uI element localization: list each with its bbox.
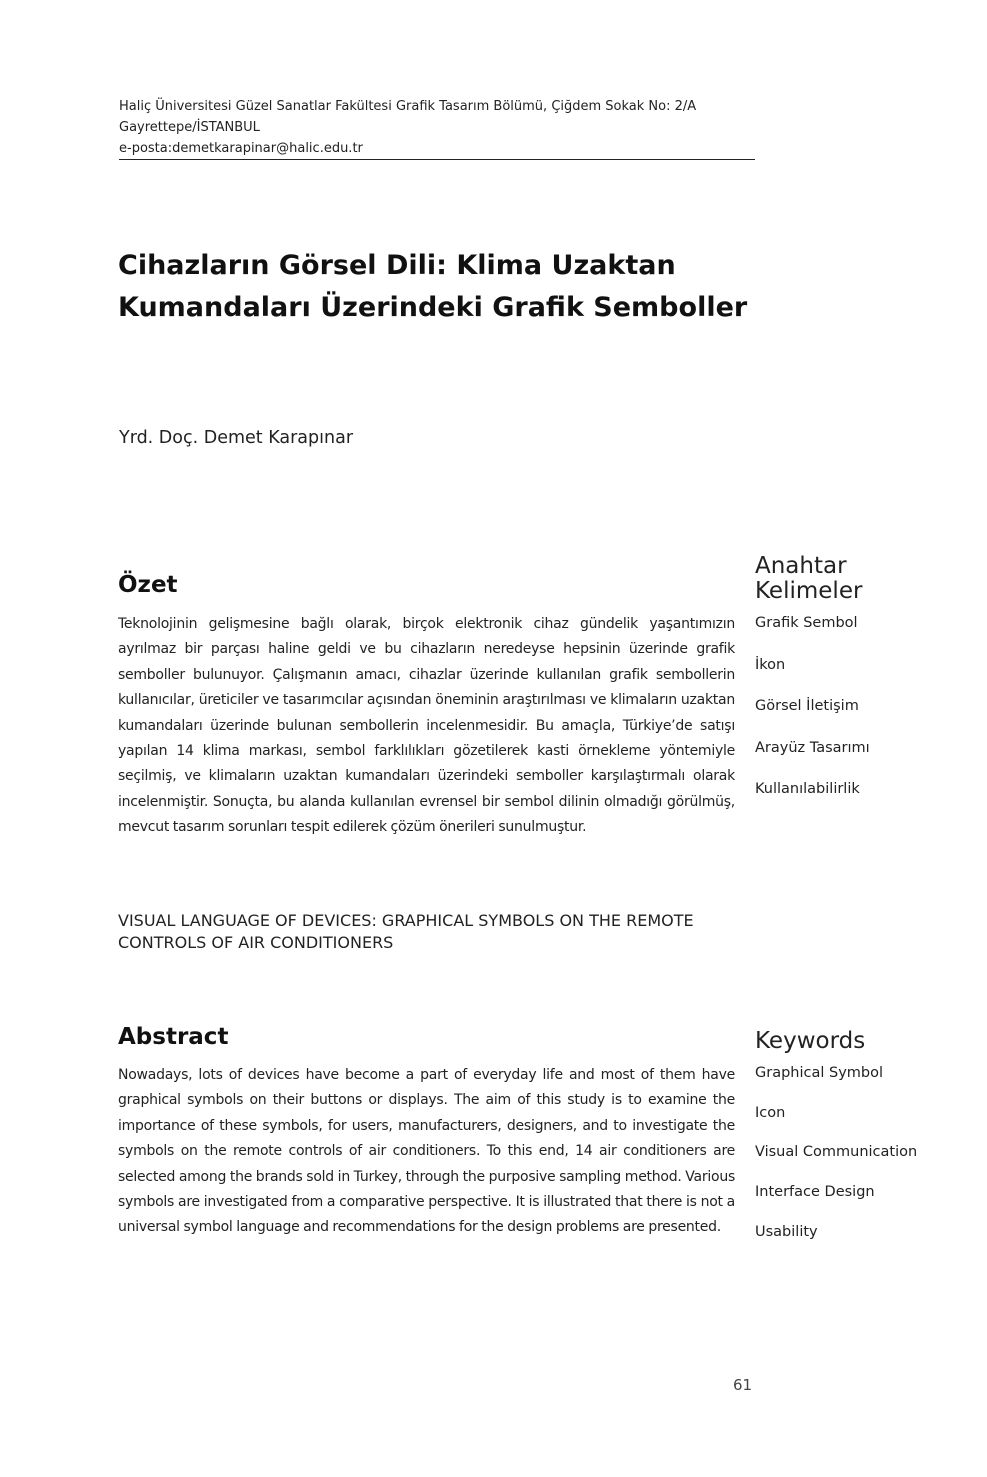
affiliation-line: Gayrettepe/İSTANBUL	[119, 120, 260, 135]
keyword-item: Kullanılabilirlik	[755, 781, 860, 798]
keyword-item: Grafik Sembol	[755, 615, 858, 631]
keyword-item: Arayüz Tasarımı	[755, 739, 870, 756]
keyword-item: Icon	[755, 1104, 786, 1121]
english-title	[118, 910, 758, 954]
paper-title	[118, 245, 838, 329]
paper-title-line: Cihazların Görsel Dili: Klima Uzaktan	[118, 250, 676, 281]
keywords-heading: Keywords	[755, 1028, 866, 1054]
keyword-item: Graphical Symbol	[755, 1065, 884, 1081]
affiliation-line: Haliç Üniversitesi Güzel Sanatlar Fakültesi Grafik Tasarım Bölümü, Çiğdem Sokak No: 2/A	[119, 99, 697, 114]
affiliation-email: e-posta:demetkarapinar@halic.edu.tr	[119, 141, 363, 156]
page-number: 61	[733, 1376, 753, 1394]
keyword-item: Interface Design	[755, 1184, 875, 1201]
header-divider	[119, 159, 755, 160]
english-title-line: VISUAL LANGUAGE OF DEVICES: GRAPHICAL SYMBOLS ON THE REMOTE	[118, 911, 694, 930]
ozet-text: Teknolojinin gelişmesine bağlı olarak, birçok elektronik cihaz gündelik yaşantımızın ayrılmaz bir parçası haline geldi ve bu cihazların neredeyse hepsinin üzerinde grafik semboller bulunuyor. Çalışmanın amacı, cihazlar üzerinde kullanılan grafik sembollerin kullanıcılar, üreticiler ve tasarımcılar açısından öneminin araştırılması ve klimaların uzaktan kumandaları üzerinde bulunan sembollerin incelenmesidir. Bu amaçla, Türkiye’de satışı yapılan 14 klima markası, sembol farklılıkları gözetilerek kasti örnekleme yöntemiyle seçilmiş, ve klimaların uzaktan kumandaları üzerindeki semboller karşılaştırmalı olarak incelenmiştir. Sonuçta, bu alanda kullanılan evrensel bir sembol dilinin olmadığı görülmüş, mevcut tasarım sorunları tespit edilerek çözüm önerileri sunulmuştur.	[118, 616, 735, 836]
keyword-item: Görsel İletişim	[755, 698, 859, 715]
author-name: Yrd. Doç. Demet Karapınar	[119, 428, 354, 448]
keyword-item: Usability	[755, 1223, 818, 1240]
keyword-item: İkon	[755, 656, 786, 673]
anahtar-heading-line: Kelimeler	[755, 578, 863, 604]
keywords-list	[755, 1065, 917, 1263]
ozet-heading: Özet	[118, 572, 178, 598]
abstract-text: Nowadays, lots of devices have become a part of everyday life and most of them have graphical symbols on their buttons or displays. The aim of this study is to examine the importance of these symbols, for users, manufacturers, designers, and to investigate the symbols on the remote controls of air conditioners. To this end, 14 air conditioners are selected among the brands sold in Turkey, through the purposive sampling method. Various symbols are investigated from a comparative perspective. It is illustrated that there is not a universal symbol language and recommendations for the design problems are presented.	[118, 1067, 735, 1236]
paper-title-line: Kumandaları Üzerindeki Grafik Semboller	[118, 292, 748, 323]
english-title-line: CONTROLS OF AIR CONDITIONERS	[118, 933, 394, 952]
anahtar-kelimeler-list	[755, 615, 870, 823]
keyword-item: Visual Communication	[755, 1144, 918, 1161]
anahtar-heading-line: Anahtar	[755, 553, 847, 579]
abstract-heading: Abstract	[118, 1024, 229, 1050]
anahtar-kelimeler-heading	[755, 554, 862, 604]
author-affiliation	[119, 96, 755, 159]
